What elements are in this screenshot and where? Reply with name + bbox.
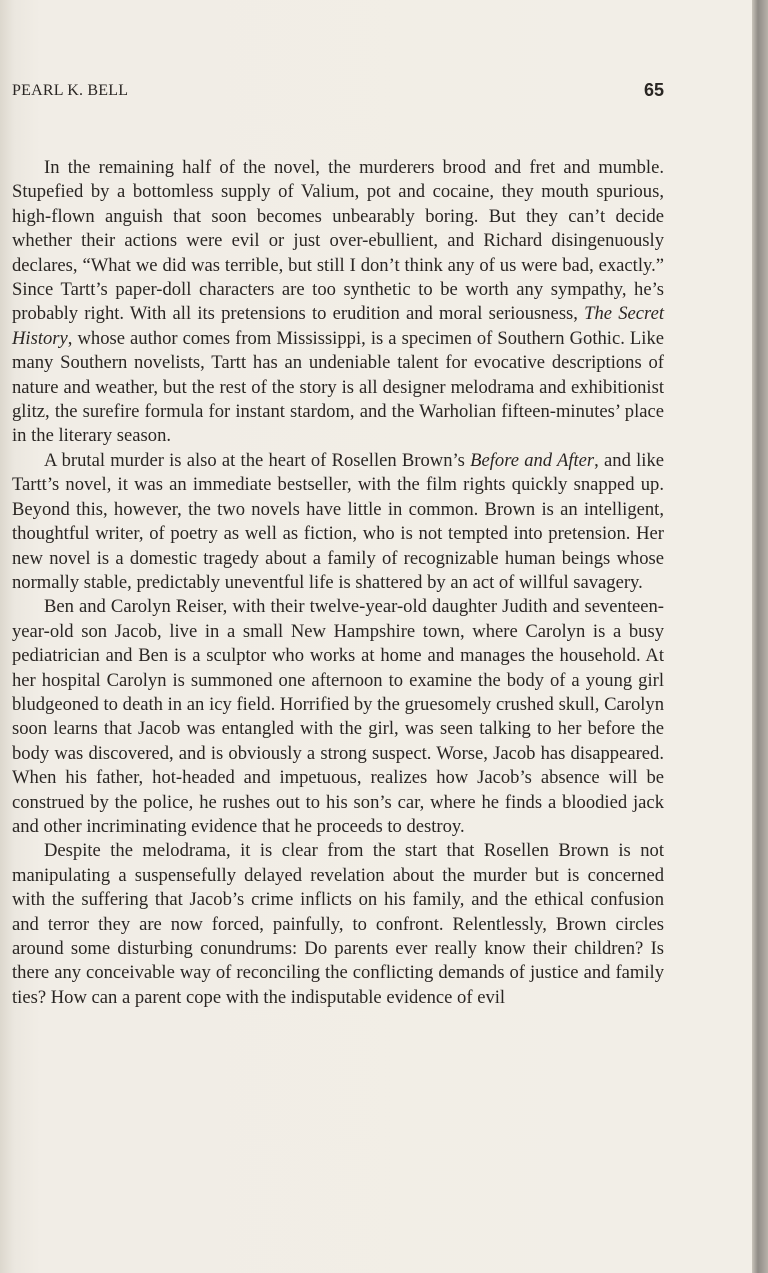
page-number: 65: [643, 80, 664, 100]
book-title: Before and After: [470, 449, 595, 471]
book-title: The Secret History: [12, 303, 664, 349]
text-run: Ben and Carolyn Reiser, with their twelve-year-old daughter Judith and seventeen-year-old son Jacob, live in a small New Hampshire town, where Carolyn is a busy pediatrician and Ben is a sculptor who works at home and manages the household. At her hospital Carolyn is summoned one afternoon to examine the body of a young girl bludgeoned to death in an icy field. Horrified by the gruesomely crushed skull, Carolyn soon learns that Jacob was entangled with the girl, was seen talking to her before the body was discovered, and is obviously a strong suspect. Worse, Jacob has disappeared. When his father, hot-headed and impetuous, realizes how Jacob’s absence will be construed by the police, he rushes out to his son’s car, where he finds a bloodied jack and other incriminating evidence that he proceeds to destroy.: [12, 596, 664, 837]
paragraph: [12, 156, 664, 449]
book-spine-shadow: [752, 0, 768, 1273]
text-run: A brutal murder is also at the heart of Rosellen Brown’s: [44, 449, 471, 471]
text-run: , and like Tartt’s novel, it was an immediate bestseller, with the film rights quickly snapped up. Beyond this, however, the two novels have little in common. Brown is an intelligent, thoughtful writer, of poetry as well as fiction, who is not tempted into pretension. Her new novel is a domestic tragedy about a family of recognizable human beings whose normally stable, predictably uneventful life is shattered by an act of willful savagery.: [12, 449, 664, 593]
paragraph: [12, 839, 664, 1010]
page-header: [12, 80, 664, 104]
paragraph: [12, 449, 664, 595]
text-run: , whose author comes from Mississippi, is a specimen of Southern Gothic. Like many Southern novelists, Tartt has an undeniable talent for evocative descriptions of nature and weather, but the rest of the story is all designer melodrama and exhibitionist glitz, the surefire formula for instant stardom, and the Warholian fifteen-minutes’ place in the literary season.: [12, 327, 664, 447]
text-run: Despite the melodrama, it is clear from the start that Rosellen Brown is not manipulating a suspensefully delayed revelation about the murder but is concerned with the suffering that Jacob’s crime inflicts on his family, and the ethical confusion and terror they are now forced, painfully, to confront. Relentlessly, Brown circles around some disturbing conundrums: Do parents ever really know their children? Is there any conceivable way of reconciling the conflicting demands of justice and family ties? How can a parent cope with the indisputable evidence of evil: [12, 840, 664, 1008]
text-run: In the remaining half of the novel, the murderers brood and fret and mumble. Stupefied by a bottomless supply of Valium, pot and cocaine, they mouth spurious, high-flown anguish that soon becomes unbearably boring. But they can’t decide whether their actions were evil or just over-ebullient, and Richard disingenuously declares, “What we did was terrible, but still I don’t think any of us were bad, exactly.” Since Tartt’s paper-doll characters are too synthetic to be worth any sympathy, he’s probably right. With all its pretensions to erudition and moral seriousness,: [12, 157, 664, 325]
paragraph: [12, 595, 664, 839]
running-head: PEARL K. BELL: [12, 82, 129, 99]
body-text: [12, 156, 664, 1010]
